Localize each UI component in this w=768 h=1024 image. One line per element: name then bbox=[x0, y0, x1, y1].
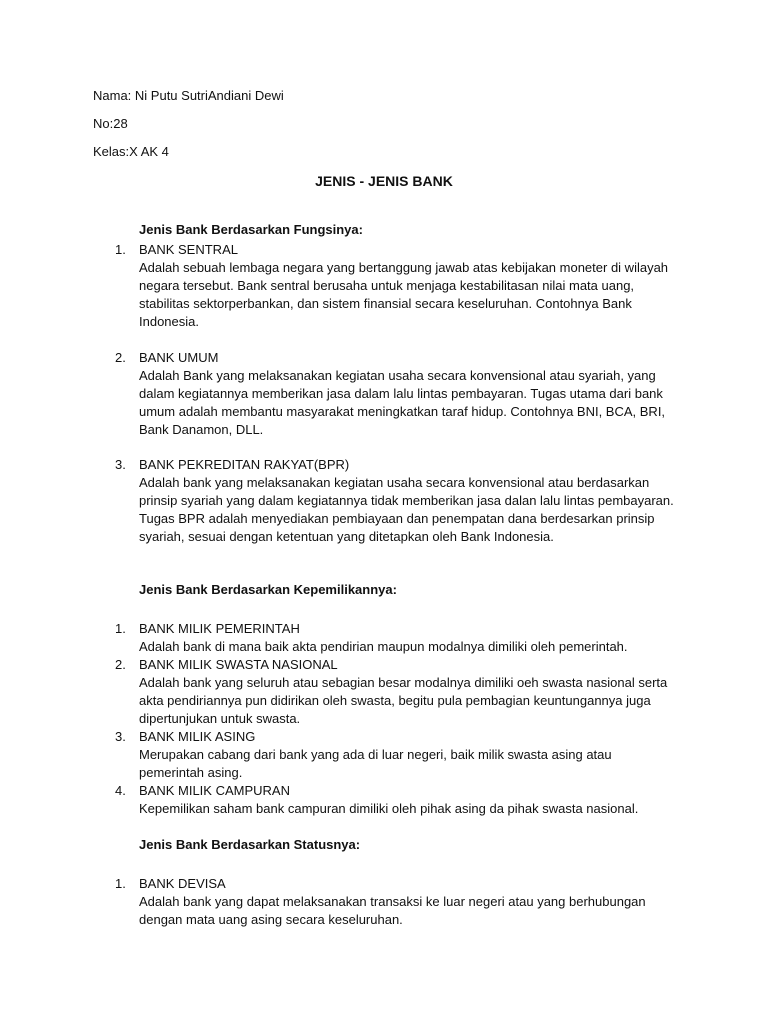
item-name: BANK MILIK PEMERINTAH bbox=[139, 621, 300, 636]
item-number: 3. bbox=[115, 457, 126, 472]
item-number: 1. bbox=[115, 621, 126, 636]
item-name: BANK SENTRAL bbox=[139, 242, 238, 257]
item-description: Adalah bank yang melaksanakan kegiatan usaha secara konvensional atau berdasarkan prinsip syariah yang dalam kegiatannya tidak memberikan jasa dalan lalu lintas pembayaran. Tugas BPR adalah menyediakan pembiayaan dan penempatan dana berdesarkan prinsip syariah, sesuai dengan ketentuan yang ditetapkan oleh Bank Indonesia. bbox=[139, 475, 674, 544]
item-number: 2. bbox=[115, 657, 126, 672]
item-number: 3. bbox=[115, 729, 126, 744]
section-heading-fungsi: Jenis Bank Berdasarkan Fungsinya: bbox=[139, 222, 363, 237]
document-title: JENIS - JENIS BANK bbox=[315, 173, 453, 189]
item-description: Adalah Bank yang melaksanakan kegiatan usaha secara konvensional atau syariah, yang dalam kegiatannya memberikan jasa dalam lalu lintas pembayaran. Tugas utama dari bank umum adalah membantu masyarakat meningkatkan taraf hidup. Contohnya BNI, BCA, BRI, Bank Danamon, DLL. bbox=[139, 368, 666, 437]
item-name: BANK MILIK CAMPURAN bbox=[139, 783, 290, 798]
item-description: Merupakan cabang dari bank yang ada di luar negeri, baik milik swasta asing atau pemerintah asing. bbox=[139, 747, 612, 780]
item-name: BANK MILIK ASING bbox=[139, 729, 256, 744]
student-class: Kelas:X AK 4 bbox=[93, 144, 169, 159]
item-description: Kepemilikan saham bank campuran dimiliki oleh pihak asing da pihak swasta nasional. bbox=[139, 801, 639, 816]
item-number: 2. bbox=[115, 350, 126, 365]
student-name: Nama: Ni Putu SutriAndiani Dewi bbox=[93, 88, 284, 103]
item-description: Adalah bank yang dapat melaksanakan transaksi ke luar negeri atau yang berhubungan dengan mata uang asing secara keseluruhan. bbox=[139, 894, 646, 927]
section-heading-status: Jenis Bank Berdasarkan Statusnya: bbox=[139, 837, 361, 852]
section-heading-kepemilikan: Jenis Bank Berdasarkan Kepemilikannya: bbox=[139, 582, 397, 597]
item-description: Adalah bank yang seluruh atau sebagian besar modalnya dimiliki oeh swasta nasional serta akta pendiriannya pun didirikan oleh swasta, begitu pula pembagian keuntungannya juga dipertunjukan untuk swasta. bbox=[139, 675, 668, 726]
item-description: Adalah bank di mana baik akta pendirian maupun modalnya dimiliki oleh pemerintah. bbox=[139, 639, 628, 654]
item-name: BANK UMUM bbox=[139, 350, 219, 365]
item-number: 4. bbox=[115, 783, 126, 798]
item-name: BANK MILIK SWASTA NASIONAL bbox=[139, 657, 338, 672]
item-name: BANK DEVISA bbox=[139, 876, 226, 891]
item-name: BANK PEKREDITAN RAKYAT(BPR) bbox=[139, 457, 350, 472]
item-number: 1. bbox=[115, 242, 126, 257]
item-number: 1. bbox=[115, 876, 126, 891]
student-number: No:28 bbox=[93, 116, 128, 131]
item-description: Adalah sebuah lembaga negara yang bertanggung jawab atas kebijakan moneter di wilayah negara tersebut. Bank sentral berusaha untuk menjaga kestabilitasan nilai mata uang, stabilitas sektorperbankan, dan sistem finansial secara keseluruhan. Contohnya Bank Indonesia. bbox=[139, 260, 669, 329]
